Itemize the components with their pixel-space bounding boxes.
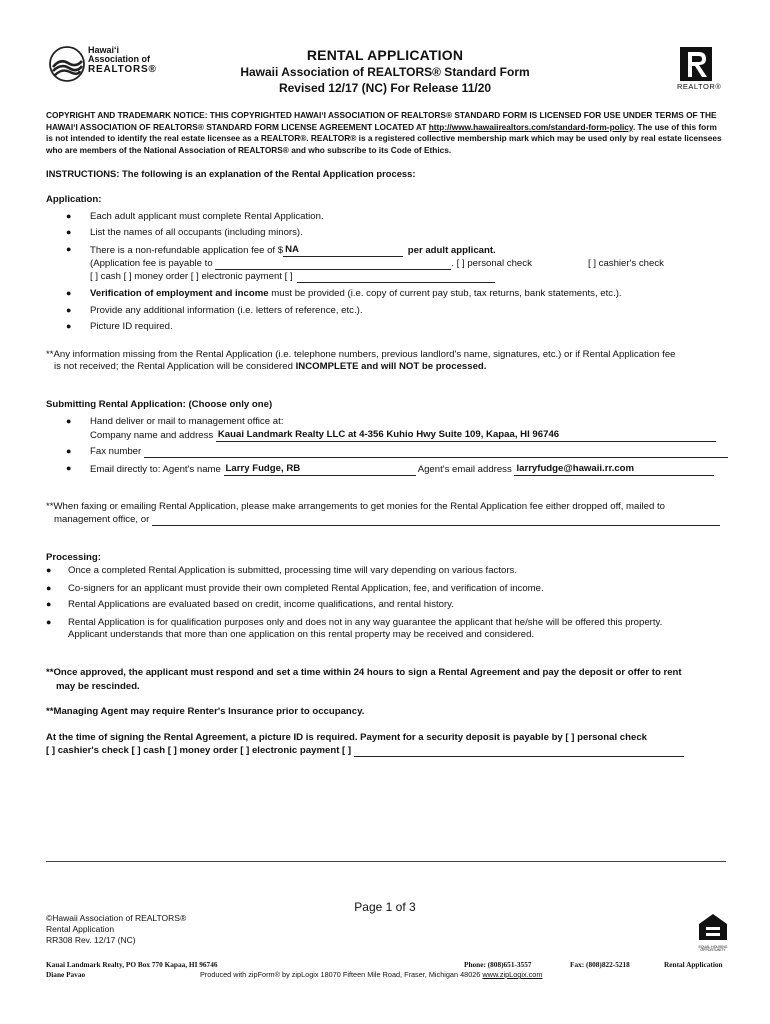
company-address-line: [90, 429, 716, 442]
bullet-icon: ●: [66, 244, 72, 254]
footer-copyright: ©Hawaii Association of REALTORS®: [46, 913, 187, 923]
payment-methods-line: [90, 271, 495, 283]
agent-name-field[interactable]: Larry Fudge, RB: [224, 463, 416, 476]
payable-label: (Application fee is payable to: [90, 258, 213, 269]
processing-item-4-line-2: Applicant understands that more than one application on this rental property may be received and considered.: [68, 629, 535, 640]
application-item-5: Provide any additional information (i.e. letters of reference, etc.).: [90, 305, 363, 316]
logo-line-2: Association of: [88, 54, 151, 65]
application-item-4: [90, 288, 622, 300]
page-number: Page 1 of 3: [354, 900, 416, 914]
footer-fax: Fax: (808)822-5218: [570, 960, 630, 969]
fax-number-field[interactable]: [144, 447, 728, 458]
fee-label: There is a non-refundable application fee of $: [90, 245, 284, 256]
processing-heading: Processing:: [46, 552, 101, 563]
fax-alternative-field[interactable]: [152, 515, 720, 526]
processing-item-4-line-1: Rental Application is for qualification purposes only and does not in any way guarantee the applicant that he/she will be offered this property.: [68, 617, 663, 628]
ziplogix-link[interactable]: www.zipLogix.com: [482, 970, 543, 979]
verification-text: must be provided (i.e. copy of current pay stub, tax returns, bank statements, etc.).: [268, 288, 622, 299]
agent-name-label: Email directly to: Agent's name: [90, 464, 221, 475]
fax-note-line-2: [54, 514, 720, 526]
application-heading: Application:: [46, 194, 102, 205]
bullet-icon: ●: [66, 416, 72, 426]
processing-item-3: Rental Applications are evaluated based on credit, income qualifications, and rental history.: [68, 599, 454, 610]
footer-form-name: Rental Application: [46, 924, 115, 935]
submitting-heading: Submitting Rental Application: (Choose only one): [46, 399, 273, 410]
incomplete-warning: INCOMPLETE and will NOT be processed.: [295, 361, 487, 372]
fee-suffix: per adult applicant.: [407, 245, 496, 256]
fax-number-label: Fax number: [90, 446, 142, 457]
email-line: [90, 463, 714, 476]
company-address-field[interactable]: Kauai Landmark Realty LLC at 4-356 Kuhio Hwy Suite 109, Kapaa, HI 96746: [216, 429, 716, 442]
other-payment-field[interactable]: [297, 272, 495, 283]
personal-check-option[interactable]: . [ ] personal check: [451, 258, 532, 269]
bullet-icon: ●: [66, 463, 72, 473]
realtor-mark-text: REALTOR®: [677, 82, 722, 91]
application-item-3: [90, 244, 496, 257]
produced-with-text: Produced with zipForm® by zipLogix 18070 Fifteen Mile Road, Fraser, Michigan 48026: [200, 970, 483, 979]
fax-note-prefix: management office, or: [54, 514, 150, 525]
logo-line-3: REALTORS®: [88, 63, 157, 75]
application-item-1: Each adult applicant must complete Rental Application.: [90, 211, 324, 222]
equal-housing-icon: [696, 912, 730, 942]
signing-note-line-2: [46, 745, 684, 757]
agent-email-label: Agent's email address: [417, 464, 512, 475]
fee-payable-line: [90, 258, 532, 270]
cashiers-check-option[interactable]: [ ] cashier's check: [588, 258, 664, 269]
application-item-2: List the names of all occupants (including minors).: [90, 227, 303, 238]
missing-info-note-line-1: **Any information missing from the Rental Application (i.e. telephone numbers, previous landlord's name, signatures, etc.) or if Rental Application fee: [46, 349, 676, 360]
processing-item-1: Once a completed Rental Application is submitted, processing time will vary depending on various factors.: [68, 565, 518, 576]
instructions-heading: INSTRUCTIONS: The following is an explanation of the Rental Application process:: [46, 168, 416, 179]
footer-divider: [46, 861, 726, 862]
approval-note-line-1: **Once approved, the applicant must respond and set a time within 24 hours to sign a Rental Agreement and pay the deposit or offer to rent: [46, 667, 682, 678]
missing-info-note-line-2: [54, 361, 486, 373]
processing-item-2: Co-signers for an applicant must provide their own completed Rental Application, fee, and verification of income.: [68, 583, 544, 594]
equal-housing-text: EQUAL HOUSING OPPORTUNITY: [698, 944, 728, 953]
signing-note-line-1: At the time of signing the Rental Agreement, a picture ID is required. Payment for a security deposit is payable by [ ] personal check: [46, 732, 648, 743]
footer-document-name: Rental Application: [664, 960, 723, 969]
company-address-label: Company name and address: [90, 430, 214, 441]
equal-housing-logo: [696, 912, 730, 952]
missing-note-prefix: is not received; the Rental Application will be considered: [54, 361, 296, 372]
fax-number-line: [90, 446, 728, 458]
bullet-icon: ●: [66, 227, 72, 237]
deposit-payment-options[interactable]: [ ] cashier's check [ ] cash [ ] money order [ ] electronic payment [ ]: [46, 745, 352, 756]
bullet-icon: ●: [46, 599, 52, 609]
payment-method-options[interactable]: [ ] cash [ ] money order [ ] electronic payment [ ]: [90, 271, 293, 282]
fee-amount-field[interactable]: NA: [283, 244, 403, 257]
bullet-icon: ●: [66, 446, 72, 456]
footer-form-code: RR308 Rev. 12/17 (NC): [46, 935, 136, 946]
bullet-icon: ●: [46, 565, 52, 575]
footer-produced-with: [200, 970, 542, 979]
notice-text-a: COPYRIGHT AND TRADEMARK NOTICE: THIS COPYRIGHTED HAWAI‘I ASSOCIATION OF REALTORS® STANDARD FORM IS LICENSED FOR USE UNDER TERMS OF THE HAWAI‘I ASSOCIATION OF REALTORS® STANDARD FORM LICENSE AGREEMENT LOCATED AT: [46, 110, 717, 132]
copyright-notice: [46, 110, 726, 156]
bullet-icon: ●: [46, 583, 52, 593]
fax-note-line-1: **When faxing or emailing Rental Application, please make arrangements to get monies for the Rental Application fee either dropped off, mailed to: [46, 501, 665, 512]
form-revision: Revised 12/17 (NC) For Release 11/20: [278, 81, 492, 95]
footer-phone: Phone: (808)651-3557: [464, 960, 532, 969]
footer-form-info: [46, 913, 186, 946]
realtor-mark: [677, 46, 721, 92]
notice-text-b: . The use of this form is not intended to identify the real estate licensee as a REALTOR®. REALTOR® is a registered collective membership mark which may be used only by real estate licensees who are members of the National Association of REALTORS® and who subscribe to its Code of Ethics.: [46, 121, 722, 155]
application-item-6: Picture ID required.: [90, 321, 173, 332]
insurance-note: **Managing Agent may require Renter's Insurance prior to occupancy.: [46, 706, 365, 717]
form-subtitle: Hawaii Association of REALTORS® Standard Form: [240, 65, 530, 79]
footer-company-address: Kauai Landmark Realty, PO Box 770 Kapaa, HI 96746: [46, 960, 218, 969]
approval-note-line-2: may be rescinded.: [56, 681, 140, 692]
bullet-icon: ●: [66, 305, 72, 315]
standard-form-policy-link[interactable]: http://www.hawaiirealtors.com/standard-form-policy: [428, 121, 633, 132]
bullet-icon: ●: [46, 617, 52, 627]
logo-line-1: Hawai‘i: [88, 45, 120, 55]
agent-email-field[interactable]: larryfudge@hawaii.rr.com: [514, 463, 714, 476]
verification-label: Verification of employment and income: [90, 288, 269, 299]
payable-to-field[interactable]: [215, 259, 451, 270]
bullet-icon: ●: [66, 321, 72, 331]
other-deposit-payment-field[interactable]: [354, 746, 684, 757]
footer-company-info: [46, 960, 218, 980]
bullet-icon: ●: [66, 288, 72, 298]
footer-agent-name: Diane Pavao: [46, 970, 86, 980]
page-title: RENTAL APPLICATION: [306, 47, 464, 63]
bullet-icon: ●: [66, 211, 72, 221]
submit-option-hand-deliver: Hand deliver or mail to management office at:: [90, 416, 284, 427]
